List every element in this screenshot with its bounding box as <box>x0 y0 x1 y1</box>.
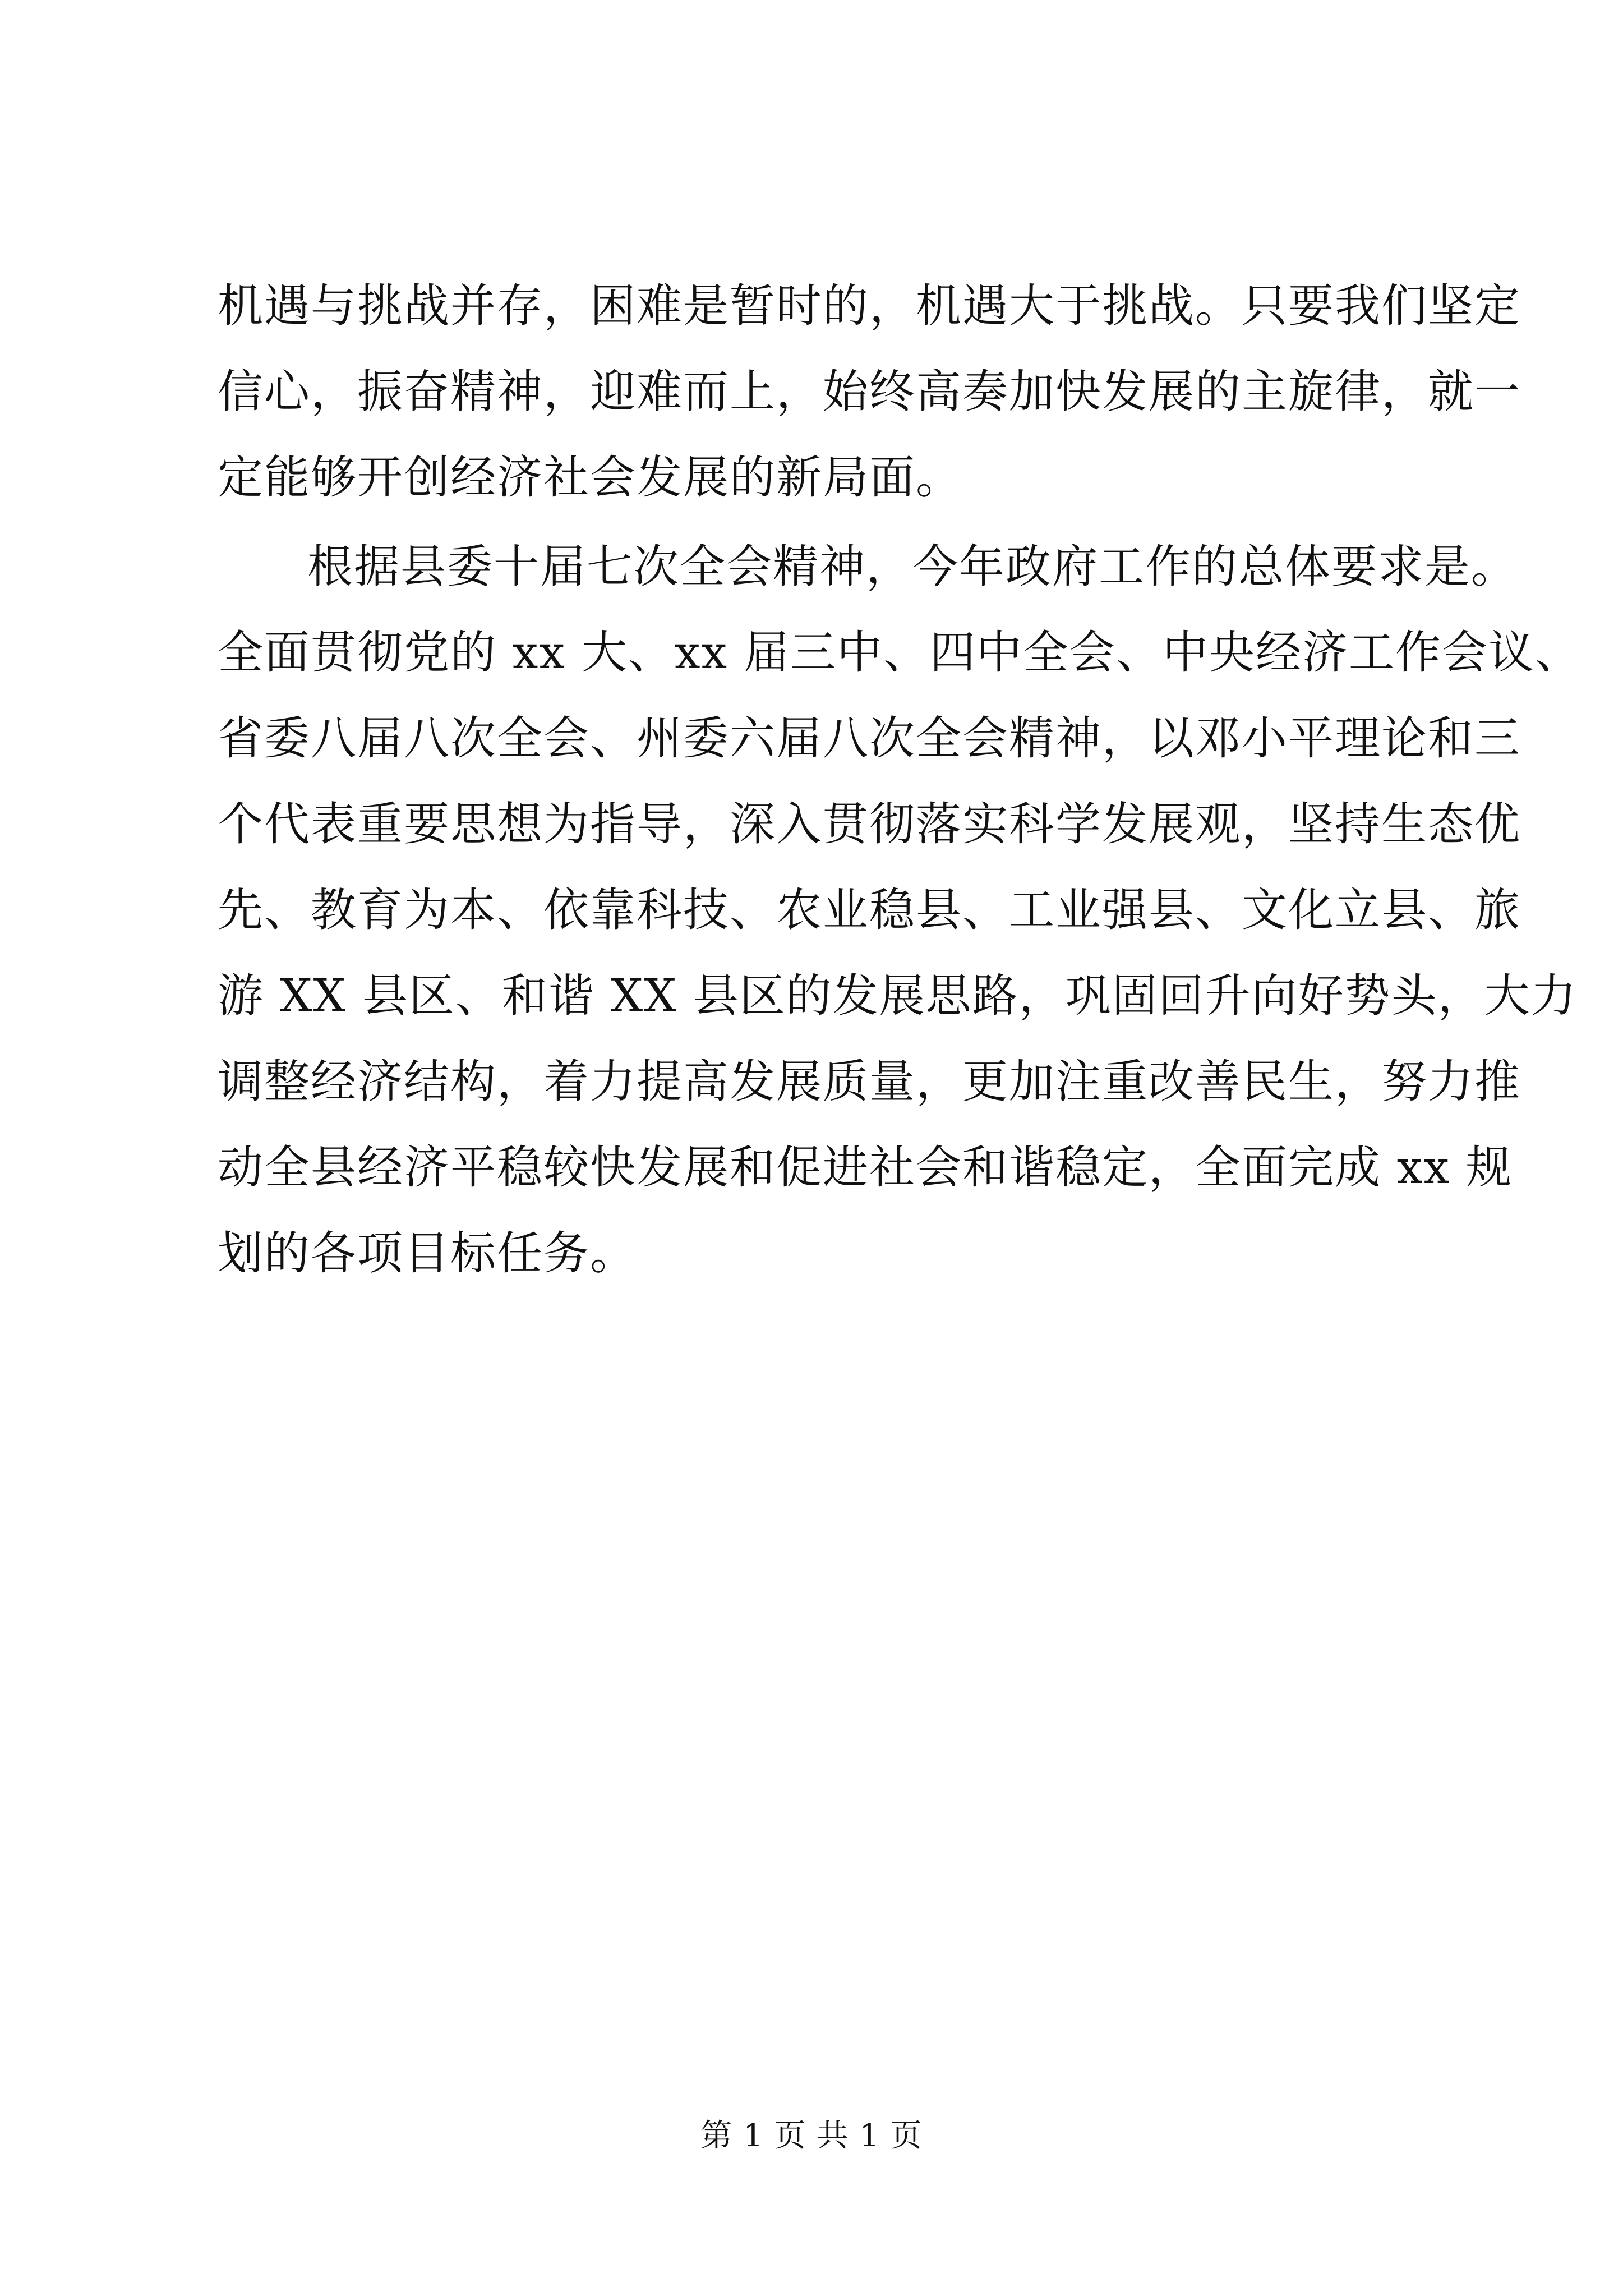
text-line: 定能够开创经济社会发展的新局面。 <box>218 452 963 504</box>
text-line: 信心，振奋精神，迎难而上，始终高奏加快发展的主旋律，就一 <box>218 366 1521 418</box>
page-footer: 第 1 页 共 1 页 <box>700 2118 923 2154</box>
text-line: 先、教育为本、依靠科技、农业稳县、工业强县、文化立县、旅 <box>218 884 1521 937</box>
document-body <box>218 264 1581 1297</box>
text-line: 省委八届八次全会、州委六届八次全会精神，以邓小平理论和三 <box>218 712 1521 765</box>
paragraph-1 <box>218 264 1521 521</box>
text-line: 划的各项目标任务。 <box>218 1227 637 1280</box>
text-line: 机遇与挑战并存，困难是暂时的，机遇大于挑战。只要我们坚定 <box>218 280 1521 333</box>
text-line: 根据县委十届七次全会精神，今年政府工作的总体要求是。 <box>307 541 1518 593</box>
text-line: 游 XX 县区、和谐 XX 县区的发展思路，巩固回升向好势头，大力 <box>218 970 1578 1023</box>
text-line: 调整经济结构，着力提高发展质量，更加注重改善民生，努力推 <box>218 1056 1521 1108</box>
text-line: 全面贯彻党的 xx 大、xx 届三中、四中全会、中央经济工作会议、 <box>218 627 1581 679</box>
text-line: 个代表重要思想为指导，深入贯彻落实科学发展观，坚持生态优 <box>218 798 1521 851</box>
paragraph-2 <box>218 524 1581 1297</box>
text-line: 动全县经济平稳较快发展和促进社会和谐稳定，全面完成 xx 规 <box>218 1142 1513 1194</box>
